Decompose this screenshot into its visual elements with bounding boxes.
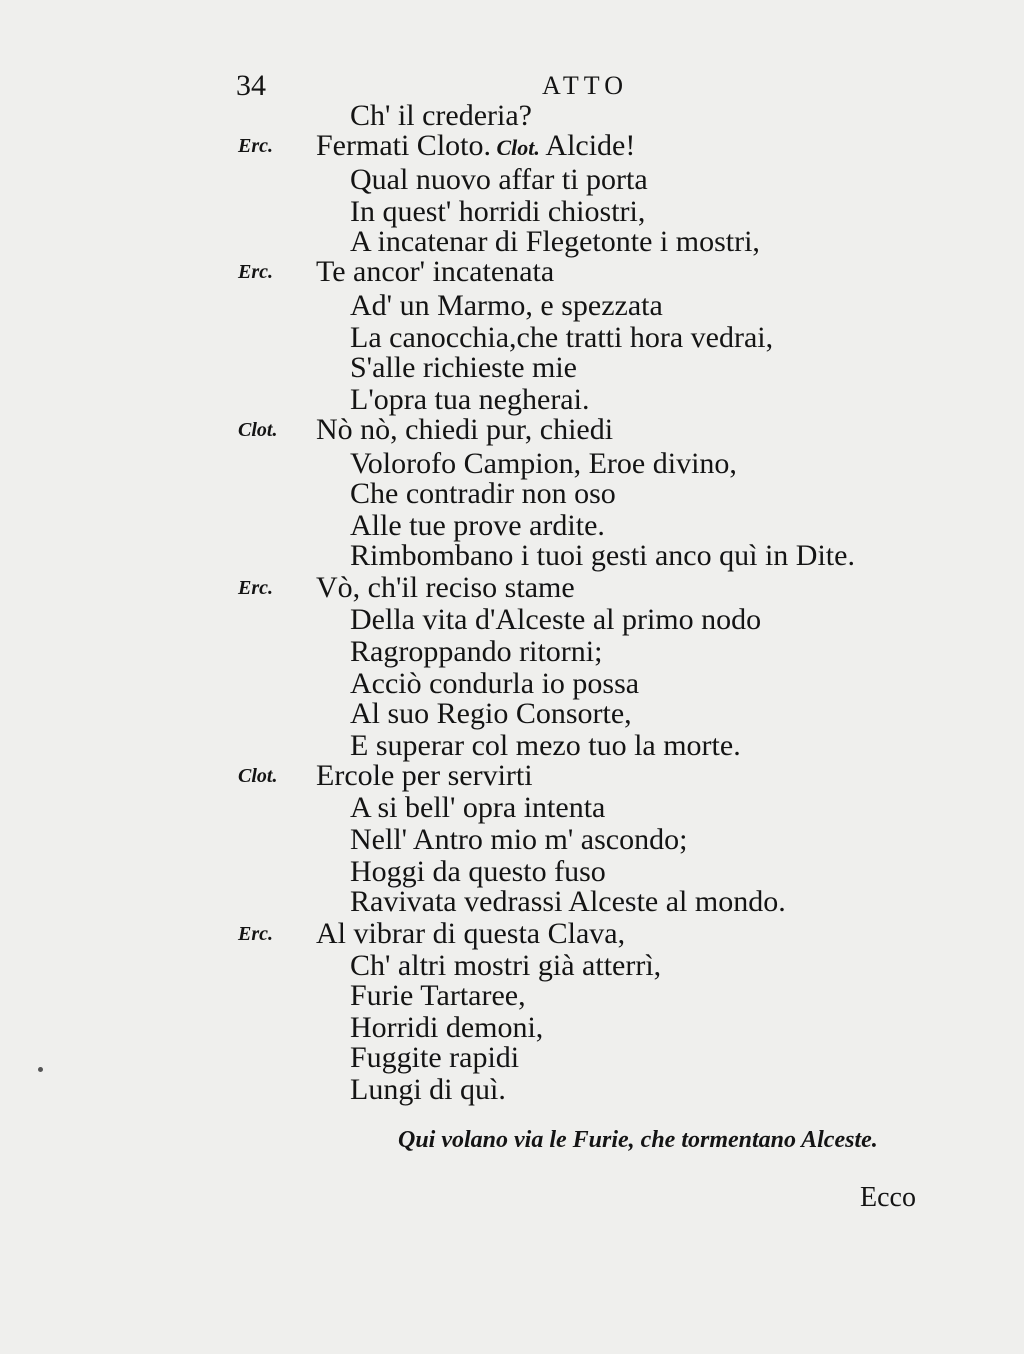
verse-text: Lungi di quì. (350, 1073, 506, 1106)
speaker-label: Erc. (238, 261, 273, 283)
verse-line (350, 100, 532, 132)
verse-line (350, 1012, 543, 1044)
inline-speaker-label: Clot. (491, 135, 546, 160)
verse-line (350, 730, 741, 762)
verse-text: Hoggi da questo fuso (350, 855, 606, 888)
verse-line (350, 540, 855, 572)
verse-text: Te ancor' incatenata (316, 255, 555, 288)
page-number: 34 (236, 69, 266, 102)
verse-text: Che contradir non oso (350, 477, 616, 510)
verse-text: Fermati Cloto. (316, 129, 491, 162)
verse-line (316, 760, 533, 792)
verse-text: Ch' il crederia? (350, 99, 532, 132)
verse-line (350, 792, 605, 824)
verse-line (350, 164, 648, 196)
verse-line (350, 950, 661, 982)
verse-line (350, 322, 773, 354)
verse-line (350, 510, 605, 542)
verse-line (350, 856, 606, 888)
paper-speck (38, 1067, 43, 1072)
verse-text: Qual nuovo affar ti porta (350, 163, 648, 196)
verse-text: Della vita d'Alceste al primo nodo (350, 603, 762, 636)
speaker-label: Erc. (238, 135, 273, 157)
verse-text: Rimbombano i tuoi gesti anco quì in Dite. (350, 539, 855, 572)
verse-text: La canocchia,che tratti hora vedrai, (350, 321, 774, 354)
verse-line (350, 384, 589, 416)
verse-text: S'alle richieste mie (350, 351, 577, 384)
verse-line (350, 196, 645, 228)
verse-text: Al suo Regio Consorte, (350, 697, 632, 730)
verse-line (316, 918, 625, 950)
verse-line (350, 352, 577, 384)
verse-line (316, 130, 635, 164)
verse-line (350, 668, 639, 700)
verse-text: A incatenar di Flegetonte i mostri, (350, 225, 760, 258)
verse-line (316, 572, 575, 604)
verse-text: Ravivata vedrassi Alceste al mondo. (350, 885, 786, 918)
verse-text: In quest' horridi chiostri, (350, 195, 646, 228)
speaker-label: Erc. (238, 923, 273, 945)
verse-text: Ch' altri mostri già atterrì, (350, 949, 662, 982)
verse-text: Ad' un Marmo, e spezzata (350, 289, 663, 322)
verse-text: Alcide! (545, 129, 636, 162)
verse-text: L'opra tua negherai. (350, 383, 590, 416)
verse-text: Horridi demoni, (350, 1011, 544, 1044)
verse-line (316, 414, 613, 446)
speaker-label: Clot. (238, 419, 278, 441)
verse-line (350, 980, 526, 1012)
verse-text: Nò nò, chiedi pur, chiedi (316, 413, 614, 446)
verse-line (350, 226, 760, 258)
verse-text: Ercole per servirti (316, 759, 533, 792)
speaker-label: Clot. (238, 765, 278, 787)
verse-line (350, 698, 632, 730)
stage-direction: Qui volano via le Furie, che tormentano Alceste. (398, 1127, 878, 1153)
verse-line (350, 886, 786, 918)
verse-text: E superar col mezo tuo la morte. (350, 729, 741, 762)
verse-text: Fuggite rapidi (350, 1041, 520, 1074)
running-head: ATTO (542, 71, 628, 100)
verse-line (350, 636, 602, 668)
verse-text: Acciò condurla io possa (350, 667, 640, 700)
verse-text: Ragroppando ritorni; (350, 635, 603, 668)
verse-text: Furie Tartaree, (350, 979, 526, 1012)
speaker-label: Erc. (238, 577, 273, 599)
verse-line (316, 256, 554, 288)
verse-text: A si bell' opra intenta (350, 791, 606, 824)
verse-line (350, 824, 687, 856)
verse-line (350, 1042, 519, 1074)
verse-text: Al vibrar di questa Clava, (316, 917, 626, 950)
verse-text: Vò, ch'il reciso stame (316, 571, 575, 604)
verse-line (350, 290, 663, 322)
verse-line (350, 448, 737, 480)
verse-line (350, 604, 761, 636)
verse-line (350, 1074, 506, 1106)
verse-text: Volorofo Campion, Eroe divino, (350, 447, 737, 480)
verse-text: Nell' Antro mio m' ascondo; (350, 823, 688, 856)
verse-line (350, 478, 616, 510)
verse-text: Alle tue prove ardite. (350, 509, 605, 542)
catchword: Ecco (860, 1182, 916, 1213)
